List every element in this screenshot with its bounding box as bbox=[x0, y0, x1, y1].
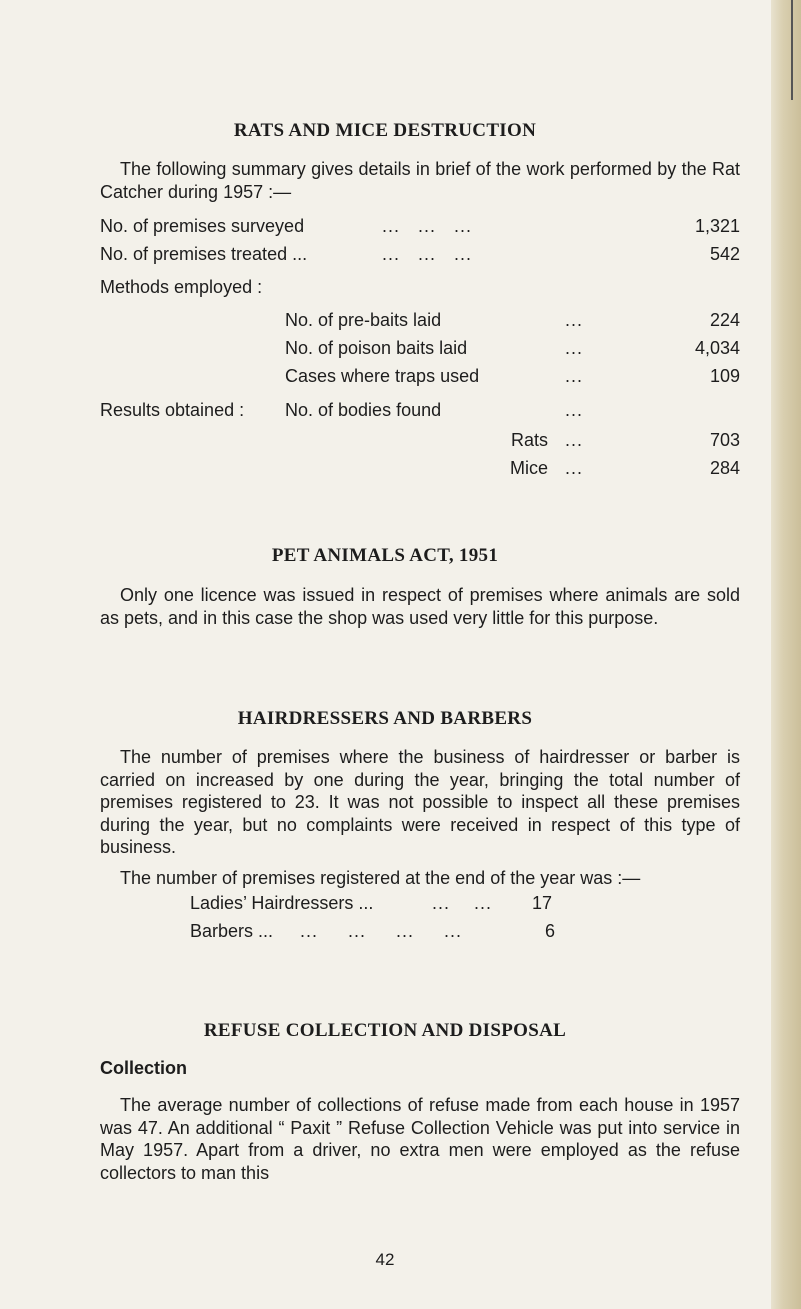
leader-dots: ... bbox=[565, 458, 584, 478]
barbers-row bbox=[100, 919, 740, 943]
hair-text: The number of premises where the business of hairdresser or barber is carried on increased by one during the year, bringing the total number of premises registered to 23. It was not possible to inspect all these premises during the year, but no complaints were received in respect of this type of business. bbox=[100, 747, 740, 857]
traps-row bbox=[100, 364, 740, 388]
leader-dots: ... ... bbox=[432, 893, 493, 913]
hair-paragraph bbox=[100, 746, 740, 859]
rats-count-label: Rats bbox=[510, 430, 548, 450]
rats-heading: RATS AND MICE DESTRUCTION bbox=[233, 120, 537, 141]
traps-value: 109 bbox=[709, 366, 740, 386]
results-row bbox=[100, 398, 740, 422]
mice-count-value: 284 bbox=[709, 458, 740, 478]
leader-dots: ... ... ... ... bbox=[300, 921, 463, 941]
poison-row bbox=[100, 336, 740, 360]
leader-dots: ... bbox=[565, 430, 584, 450]
surveyed-value: 1,321 bbox=[694, 216, 740, 236]
page-number: 42 bbox=[375, 1250, 395, 1269]
poison-value: 4,034 bbox=[694, 338, 740, 358]
ladies-label: Ladies’ Hairdressers ... bbox=[190, 893, 374, 913]
refuse-heading: REFUSE COLLECTION AND DISPOSAL bbox=[203, 1020, 567, 1041]
treated-value: 542 bbox=[709, 244, 740, 264]
leader-dots: ... ... ... bbox=[382, 244, 473, 264]
refuse-paragraph bbox=[100, 1094, 740, 1184]
leader-dots: ... ... ... bbox=[382, 216, 473, 236]
surveyed-label: No. of premises surveyed bbox=[100, 216, 305, 236]
results-label: Results obtained : bbox=[100, 400, 245, 420]
hair-registered bbox=[100, 867, 740, 890]
barbers-value: 6 bbox=[545, 921, 556, 941]
pets-paragraph bbox=[100, 584, 740, 629]
traps-label: Cases where traps used bbox=[285, 366, 480, 386]
prebaits-label: No. of pre-baits laid bbox=[285, 310, 442, 330]
bodies-label: No. of bodies found bbox=[285, 400, 442, 420]
leader-dots: ... bbox=[565, 338, 584, 358]
barbers-label: Barbers ... bbox=[190, 921, 274, 941]
rats-row bbox=[100, 428, 740, 452]
ladies-row bbox=[100, 891, 740, 915]
pets-heading: PET ANIMALS ACT, 1951 bbox=[271, 545, 499, 566]
page-edge-shadow bbox=[771, 0, 801, 1309]
treated-label: No. of premises treated ... bbox=[100, 244, 308, 264]
mice-count-label: Mice bbox=[509, 458, 548, 478]
leader-dots: ... bbox=[565, 400, 584, 420]
ladies-value: 17 bbox=[532, 893, 553, 913]
treated-row bbox=[100, 242, 740, 266]
prebaits-value: 224 bbox=[709, 310, 740, 330]
prebaits-row bbox=[100, 308, 740, 332]
methods-row bbox=[100, 275, 740, 299]
poison-label: No. of poison baits laid bbox=[285, 338, 468, 358]
rats-intro bbox=[100, 158, 740, 203]
collection-subheading: Collection bbox=[100, 1058, 188, 1078]
edge-line bbox=[791, 0, 793, 100]
leader-dots: ... bbox=[565, 310, 584, 330]
hair-registered-text: The number of premises registered at the end of the year was :— bbox=[120, 868, 641, 888]
methods-label: Methods employed : bbox=[100, 277, 263, 297]
rats-count-value: 703 bbox=[709, 430, 740, 450]
hair-heading: HAIRDRESSERS AND BARBERS bbox=[237, 708, 533, 729]
mice-row bbox=[100, 456, 740, 480]
rats-intro-text: The following summary gives details in brief of the work performed by the Rat Catcher during 1957 :— bbox=[100, 159, 740, 202]
leader-dots: ... bbox=[565, 366, 584, 386]
refuse-text: The average number of collections of refuse made from each house in 1957 was 47. An additional “ Paxit ” Refuse Collection Vehicle was put into service in May 1957. Apart from a driver, no extra men were employed as the refuse collectors to man this bbox=[100, 1095, 740, 1183]
pets-text: Only one licence was issued in respect of premises where animals are sold as pets, and in this case the shop was used very little for this purpose. bbox=[100, 585, 740, 628]
surveyed-row bbox=[100, 214, 740, 238]
